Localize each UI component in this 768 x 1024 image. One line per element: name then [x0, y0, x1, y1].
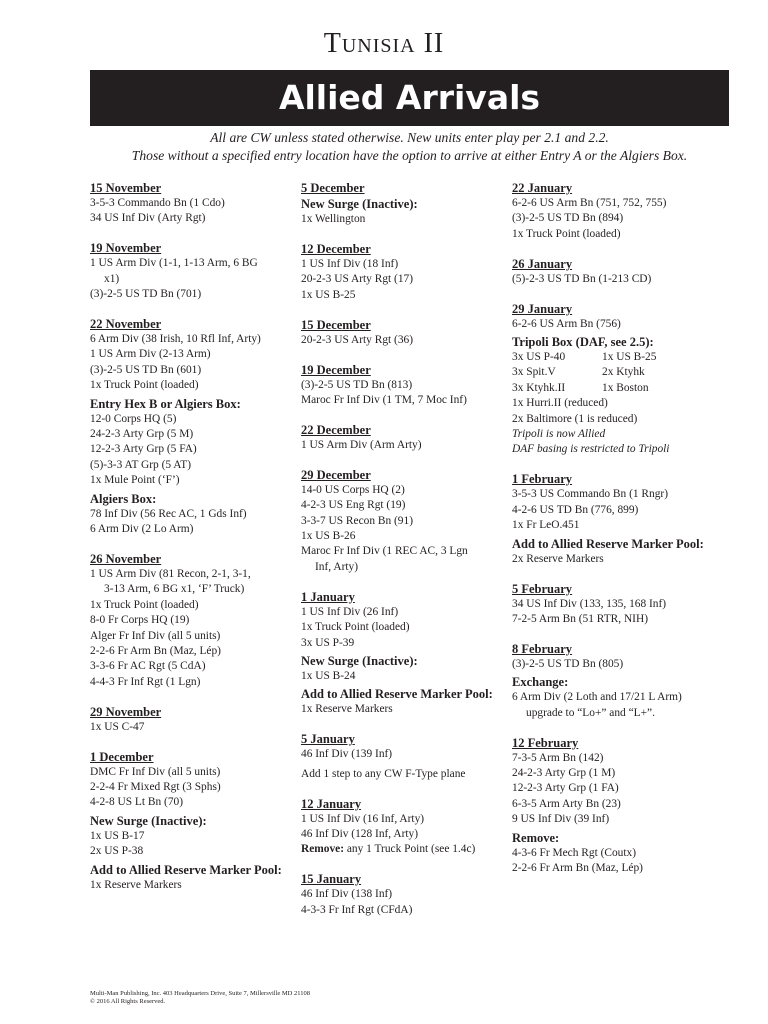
unit-line: 2x Baltimore (1 is reduced) — [512, 412, 638, 425]
unit-line: 2-2-6 Fr Arm Bn (Maz, Lép) — [512, 861, 643, 874]
unit-cell: 1x US B-25 — [602, 351, 657, 364]
subheading: Add to Allied Reserve Marker Pool: — [301, 687, 493, 702]
unit-line: 4-2-6 US TD Bn (776, 899) — [512, 503, 639, 516]
arrival-date-heading: 1 December — [90, 749, 154, 764]
unit-line: 1 US Inf Div (16 Inf, Arty) — [301, 812, 425, 825]
arrival-date-heading: 29 January — [512, 301, 573, 316]
unit-line: 1x US B-26 — [301, 529, 356, 542]
unit-line: 12-2-3 Arty Grp (1 FA) — [512, 782, 619, 795]
arrival-section — [90, 551, 295, 690]
arrival-date-heading: 12 December — [301, 241, 371, 256]
arrival-section — [301, 241, 506, 303]
footer-publisher: Multi-Man Publishing, Inc. 403 Headquarters Drive, Suite 7, Millersville MD 21108 — [90, 990, 311, 997]
unit-line: 2x US P-38 — [90, 845, 144, 858]
unit-line: 3-5-3 US Commando Bn (1 Rngr) — [512, 488, 668, 501]
unit-line: 6 Arm Div (2 Lo Arm) — [90, 523, 194, 536]
remove-line — [301, 842, 506, 857]
subheading: Add to Allied Reserve Marker Pool: — [90, 862, 282, 877]
unit-line-continuation: 3-13 Arm, 6 BG x1, ‘F’ Truck) — [104, 583, 245, 596]
unit-line: Alger Fr Inf Div (all 5 units) — [90, 629, 221, 642]
note-line: DAF basing is restricted to Tripoli — [512, 443, 670, 456]
unit-line: 1x Reserve Markers — [301, 703, 393, 716]
arrival-date-heading: 29 December — [301, 467, 371, 482]
unit-line: 46 Inf Div (128 Inf, Arty) — [301, 827, 419, 840]
unit-line: 1x US B-25 — [301, 288, 356, 301]
subheading: New Surge (Inactive): — [301, 653, 418, 668]
unit-line: 1x Wellington — [301, 213, 366, 225]
unit-line: 12-0 Corps HQ (5) — [90, 412, 177, 425]
unit-line: 3x US P-39 — [301, 636, 355, 649]
unit-line: 4-2-3 US Eng Rgt (19) — [301, 499, 406, 512]
arrival-section — [512, 301, 732, 458]
arrival-section — [301, 317, 506, 348]
arrival-date-heading: 22 January — [512, 181, 573, 195]
unit-line: 9 US Inf Div (39 Inf) — [512, 813, 610, 826]
unit-line: 1 US Arm Div (1-1, 1-13 Arm, 6 BG — [90, 257, 258, 270]
arrival-date-heading: 26 November — [90, 552, 162, 566]
unit-line: (3)-2-5 US TD Bn (805) — [512, 657, 624, 670]
unit-line: (3)-2-5 US TD Bn (894) — [512, 212, 624, 225]
unit-line: 1x US B-24 — [301, 669, 356, 682]
unit-line: 46 Inf Div (138 Inf) — [301, 888, 393, 901]
unit-line: 3-3-6 Fr AC Rgt (5 CdA) — [90, 660, 206, 673]
page-title-banner: Allied Arrivals — [90, 70, 729, 126]
intro-text — [90, 129, 729, 165]
arrival-section — [90, 240, 295, 302]
unit-line: 8-0 Fr Corps HQ (19) — [90, 614, 190, 627]
arrival-date-heading: 22 November — [90, 317, 162, 332]
column-3 — [512, 180, 732, 890]
arrival-section — [512, 180, 732, 242]
unit-line: 4-4-3 Fr Inf Rgt (1 Lgn) — [90, 675, 201, 688]
unit-line: 1 US Arm Div (81 Recon, 2-1, 3-1, — [90, 568, 251, 580]
unit-line: 20-2-3 US Arty Rgt (36) — [301, 333, 414, 346]
unit-line: 24-2-3 Arty Grp (1 M) — [512, 766, 616, 779]
unit-line: (3)-2-5 US TD Bn (701) — [90, 288, 202, 301]
unit-line-continuation: Inf, Arty) — [315, 560, 359, 573]
arrival-date-heading: 1 February — [512, 472, 573, 487]
unit-line: 46 Inf Div (139 Inf) — [301, 748, 393, 761]
unit-cell: 3x US P-40 — [512, 351, 566, 364]
arrival-section — [512, 735, 732, 877]
unit-line: 1 US Inf Div (26 Inf) — [301, 605, 399, 618]
column-1 — [90, 180, 295, 907]
unit-line: 4-3-3 Fr Inf Rgt (CFdA) — [301, 903, 413, 916]
unit-line: 6-2-6 US Arm Bn (751, 752, 755) — [512, 197, 667, 209]
unit-line: 1x Hurri.II (reduced) — [512, 397, 608, 410]
unit-line: 1 US Arm Div (2-13 Arm) — [90, 348, 211, 361]
arrival-section — [301, 871, 506, 918]
arrival-date-heading: 5 December — [301, 181, 365, 195]
arrival-date-heading: 26 January — [512, 256, 573, 271]
unit-line: 1x Mule Point (‘F’) — [90, 474, 180, 487]
arrival-section — [301, 731, 506, 782]
arrival-section — [90, 180, 295, 227]
unit-line: 4-3-6 Fr Mech Rgt (Coutx) — [512, 846, 637, 859]
unit-line: 3-3-7 US Recon Bn (91) — [301, 514, 413, 527]
arrival-date-heading: 5 January — [301, 732, 355, 747]
unit-line: 1x Truck Point (loaded) — [90, 379, 199, 392]
unit-line: 14-0 US Corps HQ (2) — [301, 483, 405, 496]
remove-label: Remove: — [301, 843, 345, 856]
unit-line: 20-2-3 US Arty Rgt (17) — [301, 273, 414, 286]
arrival-section — [512, 471, 732, 567]
unit-line: 3-5-3 Commando Bn (1 Cdo) — [90, 197, 225, 209]
unit-pair-row — [512, 365, 732, 380]
unit-line: Maroc Fr Inf Div (1 REC AC, 3 Lgn — [301, 545, 468, 558]
arrival-section — [301, 422, 506, 453]
arrival-section — [301, 589, 506, 718]
unit-line-continuation: x1) — [104, 272, 120, 285]
arrival-section — [301, 467, 506, 575]
unit-line: Maroc Fr Inf Div (1 TM, 7 Moc Inf) — [301, 393, 467, 406]
arrival-section — [512, 256, 732, 287]
arrival-date-heading: 1 January — [301, 589, 355, 604]
arrival-date-heading: 19 November — [90, 241, 162, 256]
unit-line: (3)-2-5 US TD Bn (813) — [301, 378, 413, 391]
arrival-section — [512, 641, 732, 721]
arrival-section — [301, 796, 506, 858]
arrival-date-heading: 8 February — [512, 641, 573, 656]
subheading: New Surge (Inactive): — [301, 197, 418, 211]
unit-line: (5)-3-3 AT Grp (5 AT) — [90, 458, 192, 471]
arrival-date-heading: 15 January — [301, 872, 362, 887]
arrival-date-heading: 15 December — [301, 317, 371, 332]
arrival-date-heading: 15 November — [90, 181, 162, 195]
intro-line: All are CW unless stated otherwise. New units enter play per 2.1 and 2.2. — [210, 130, 609, 145]
unit-line: 1x Truck Point (loaded) — [90, 598, 199, 611]
unit-line: 1x Truck Point (loaded) — [301, 621, 410, 634]
unit-line: (5)-2-3 US TD Bn (1-213 CD) — [512, 272, 652, 285]
unit-line: 1 US Inf Div (18 Inf) — [301, 257, 399, 270]
subheading: Remove: — [512, 830, 560, 845]
unit-cell: 2x Ktyhk — [602, 366, 645, 379]
note-line: Tripoli is now Allied — [512, 428, 606, 441]
unit-pair-row — [512, 381, 732, 396]
unit-line: 2-2-6 Fr Arm Bn (Maz, Lép) — [90, 645, 221, 658]
arrival-section — [90, 704, 295, 735]
footer — [90, 990, 310, 1006]
unit-pair-row — [512, 350, 732, 365]
unit-line: 6-2-6 US Arm Bn (756) — [512, 317, 621, 330]
arrival-section — [90, 316, 295, 537]
intro-line: Those without a specified entry location have the option to arrive at either Entry A or the Algiers Box. — [131, 148, 688, 163]
arrival-date-heading: 12 February — [512, 735, 579, 750]
subheading: Algiers Box: — [90, 491, 157, 506]
unit-line: DMC Fr Inf Div (all 5 units) — [90, 765, 221, 778]
arrival-section — [301, 180, 506, 227]
subheading: Add to Allied Reserve Marker Pool: — [512, 536, 704, 551]
subheading: Tripoli Box (DAF, see 2.5): — [512, 335, 654, 350]
arrival-section — [301, 362, 506, 409]
unit-line: 78 Inf Div (56 Rec AC, 1 Gds Inf) — [90, 507, 247, 520]
unit-line: 1x US B-17 — [90, 829, 145, 842]
arrival-date-heading: 5 February — [512, 581, 573, 596]
unit-line: 34 US Inf Div (133, 135, 168 Inf) — [512, 597, 667, 610]
arrival-date-heading: 22 December — [301, 422, 371, 437]
unit-line: 12-2-3 Arty Grp (5 FA) — [90, 443, 197, 456]
unit-line: 1x Reserve Markers — [90, 878, 182, 891]
unit-line: 4-2-8 US Lt Bn (70) — [90, 796, 184, 809]
unit-cell: 3x Spit.V — [512, 366, 556, 379]
unit-cell: 1x Boston — [602, 381, 649, 394]
unit-line: 6-3-5 Arm Arty Bn (23) — [512, 797, 621, 810]
unit-line: 2x Reserve Markers — [512, 552, 604, 565]
unit-line: 1x US C-47 — [90, 720, 145, 733]
game-title: Tunisia II — [323, 28, 445, 59]
footer-copyright: © 2016 All Rights Reserved. — [90, 998, 166, 1005]
unit-line-continuation: upgrade to “Lo+” and “L+”. — [526, 706, 655, 719]
subheading: Exchange: — [512, 675, 569, 690]
unit-line: 1x Truck Point (loaded) — [512, 227, 621, 240]
subheading: New Surge (Inactive): — [90, 813, 207, 828]
unit-line: 24-2-3 Arty Grp (5 M) — [90, 428, 194, 441]
unit-line: 7-3-5 Arm Bn (142) — [512, 751, 604, 764]
column-2 — [301, 180, 506, 932]
arrival-date-heading: 29 November — [90, 704, 162, 719]
unit-line: 1 US Arm Div (Arm Arty) — [301, 438, 422, 451]
arrival-date-heading: 19 December — [301, 362, 371, 377]
unit-line: 6 Arm Div (38 Irish, 10 Rfl Inf, Arty) — [90, 333, 261, 346]
arrival-date-heading: 12 January — [301, 796, 362, 811]
unit-line: 1x Fr LeO.451 — [512, 519, 580, 532]
unit-line: 6 Arm Div (2 Loth and 17/21 L Arm) — [512, 691, 682, 704]
arrival-section — [90, 749, 295, 893]
subheading: Entry Hex B or Algiers Box: — [90, 396, 241, 411]
unit-line: (3)-2-5 US TD Bn (601) — [90, 363, 202, 376]
unit-line: Add 1 step to any CW F-Type plane — [301, 767, 466, 780]
unit-cell: 3x Ktyhk.II — [512, 381, 566, 394]
arrival-section — [512, 581, 732, 628]
unit-line: 7-2-5 Arm Bn (51 RTR, NIH) — [512, 612, 648, 625]
unit-line: 2-2-4 Fr Mixed Rgt (3 Sphs) — [90, 781, 221, 794]
unit-line: 34 US Inf Div (Arty Rgt) — [90, 212, 206, 225]
remove-text: any 1 Truck Point (see 1.4c) — [344, 843, 476, 856]
